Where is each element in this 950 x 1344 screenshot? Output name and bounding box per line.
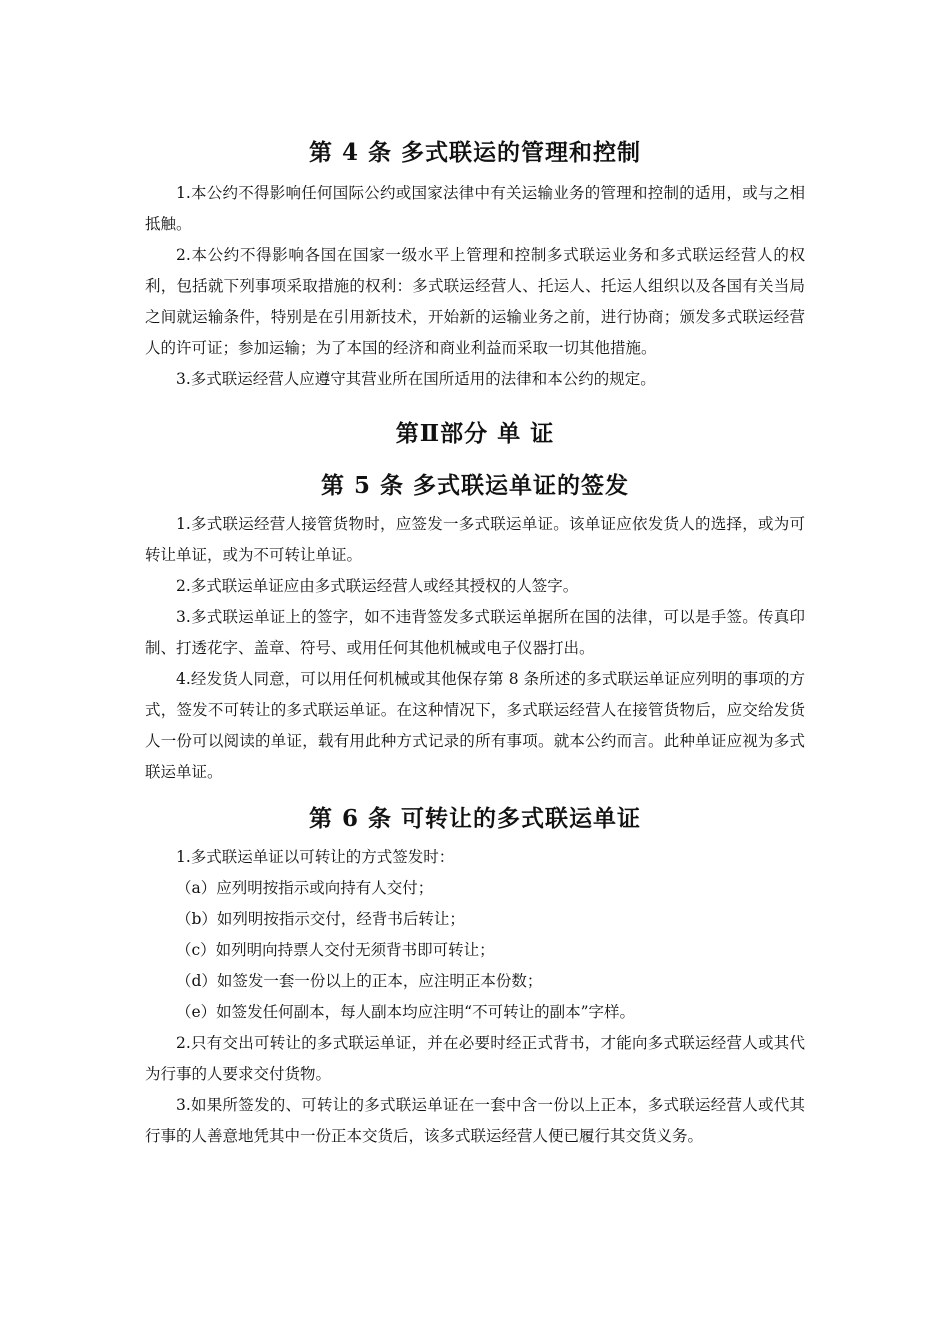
article-6-item-d: （d）如签发一套一份以上的正本，应注明正本份数；	[176, 972, 543, 990]
article-6-item-a: （a）应列明按指示或向持有人交付；	[176, 879, 434, 897]
article-5-paragraph-1: 1.多式联运经营人接管货物时，应签发一多式联运单证。该单证应依发货人的选择，或为可转让单证，或为不可转让单证。	[145, 515, 805, 564]
article-6-item-c: （c）如列明向持票人交付无须背书即可转让；	[176, 941, 495, 959]
article-4-paragraph-1: 1.本公约不得影响任何国际公约或国家法律中有关运输业务的管理和控制的适用，或与之相抵触。	[145, 184, 805, 233]
article-6-item-e: （e）如签发任何副本，每人副本均应注明“不可转让的副本”字样。	[176, 1003, 636, 1021]
article-4-paragraph-3: 3.多式联运经营人应遵守其营业所在国所适用的法律和本公约的规定。	[176, 370, 656, 388]
article-4-paragraph-2: 2.本公约不得影响各国在国家一级水平上管理和控制多式联运业务和多式联运经营人的权利，包括就下列事项采取措施的权利：多式联运经营人、托运人、托运人组织以及各国有关当局之间就运输条件，特别是在引用新技术，开始新的运输业务之前，进行协商；颁发多式联运经营人的许可证；参加运输；为了本国的经济和商业利益而采取一切其他措施。	[145, 246, 805, 357]
document-content	[145, 128, 805, 1152]
article-5-paragraph-2: 2.多式联运单证应由多式联运经营人或经其授权的人签字。	[176, 577, 579, 595]
article-4-title: 第 4 条 多式联运的管理和控制	[308, 139, 642, 166]
article-5-paragraph-3: 3.多式联运单证上的签字，如不违背签发多式联运单据所在国的法律，可以是手签。传真印制、打透花字、盖章、符号、或用任何其他机械或电子仪器打出。	[145, 608, 805, 657]
article-6-intro: 1.多式联运单证以可转让的方式签发时：	[176, 848, 455, 866]
article-6-title: 第 6 条 可转让的多式联运单证	[308, 805, 642, 832]
article-6-item-b: （b）如列明按指示交付，经背书后转让；	[176, 910, 465, 928]
article-5-title: 第 5 条 多式联运单证的签发	[320, 472, 630, 499]
article-6-paragraph-3: 3.如果所签发的、可转让的多式联运单证在一套中含一份以上正本，多式联运经营人或代其行事的人善意地凭其中一份正本交货后，该多式联运经营人便已履行其交货义务。	[145, 1096, 805, 1145]
article-6-paragraph-2: 2.只有交出可转让的多式联运单证，并在必要时经正式背书，才能向多式联运经营人或其代为行事的人要求交付货物。	[145, 1034, 805, 1083]
article-5-paragraph-4: 4.经发货人同意，可以用任何机械或其他保存第 8 条所述的多式联运单证应列明的事项的方式，签发不可转让的多式联运单证。在这种情况下，多式联运经营人在接管货物后，应交给发货人一份可以阅读的单证，载有用此种方式记录的所有事项。就本公约而言。此种单证应视为多式联运单证。	[145, 670, 805, 781]
part-2-title: 第Ⅱ部分 单 证	[395, 420, 555, 447]
